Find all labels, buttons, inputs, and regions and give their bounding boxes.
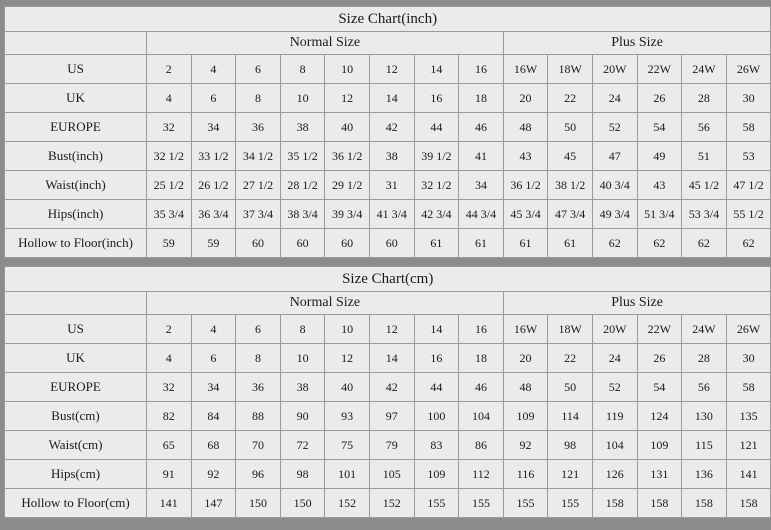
table-row: [5, 431, 771, 460]
table-cell: 92: [191, 460, 236, 489]
table-cell: 36 1/2: [503, 171, 548, 200]
table-cell: 38 3/4: [280, 200, 325, 229]
table-cell: 42: [369, 113, 414, 142]
table-cell: 36: [236, 113, 281, 142]
table-cell: 22W: [637, 55, 682, 84]
row-label: UK: [5, 84, 147, 113]
table-cell: 32: [147, 113, 192, 142]
table-cell: 40 3/4: [592, 171, 637, 200]
table-cell: 93: [325, 402, 370, 431]
table-cell: 36: [236, 373, 281, 402]
table-cell: 68: [191, 431, 236, 460]
table-cell: 16: [459, 315, 504, 344]
table-cell: 141: [726, 460, 771, 489]
table-cell: 14: [414, 55, 459, 84]
table-cell: 4: [147, 84, 192, 113]
table-cell: 92: [503, 431, 548, 460]
row-label: Bust(inch): [5, 142, 147, 171]
table-cell: 155: [414, 489, 459, 518]
table-cell: 124: [637, 402, 682, 431]
table-cell: 10: [325, 315, 370, 344]
table-cell: 150: [236, 489, 281, 518]
table-cell: 14: [414, 315, 459, 344]
table-cell: 72: [280, 431, 325, 460]
table-row: [5, 315, 771, 344]
table-cell: 158: [726, 489, 771, 518]
table-cell: 36 3/4: [191, 200, 236, 229]
table-row: [5, 113, 771, 142]
table-cell: 54: [637, 113, 682, 142]
table-cell: 18W: [548, 55, 593, 84]
table-cell: 62: [592, 229, 637, 258]
table-cell: 131: [637, 460, 682, 489]
table-cell: 38 1/2: [548, 171, 593, 200]
table-cell: 101: [325, 460, 370, 489]
table-cell: 31: [369, 171, 414, 200]
table-cell: 96: [236, 460, 281, 489]
group-header-row: [5, 292, 771, 315]
table-row: [5, 344, 771, 373]
table-cell: 10: [325, 55, 370, 84]
table-cell: 2: [147, 315, 192, 344]
table-cell: 50: [548, 373, 593, 402]
table-cell: 109: [414, 460, 459, 489]
table-cell: 56: [682, 113, 727, 142]
table-cell: 12: [325, 344, 370, 373]
table-cell: 16W: [503, 55, 548, 84]
table-cell: 86: [459, 431, 504, 460]
table-cell: 54: [637, 373, 682, 402]
table-cell: 28 1/2: [280, 171, 325, 200]
table-cell: 18W: [548, 315, 593, 344]
table-cell: 42: [369, 373, 414, 402]
row-label: EUROPE: [5, 113, 147, 142]
table-body: [5, 267, 771, 518]
table-cell: 16: [459, 55, 504, 84]
table-cell: 62: [726, 229, 771, 258]
chart-title: Size Chart(inch): [5, 7, 771, 32]
table-row: [5, 171, 771, 200]
table-cell: 38: [280, 113, 325, 142]
table-cell: 130: [682, 402, 727, 431]
table-cell: 109: [637, 431, 682, 460]
table-cell: 16W: [503, 315, 548, 344]
table-cell: 60: [325, 229, 370, 258]
table-cell: 49 3/4: [592, 200, 637, 229]
table-cell: 119: [592, 402, 637, 431]
table-cell: 59: [191, 229, 236, 258]
table-cell: 56: [682, 373, 727, 402]
row-label: Hips(inch): [5, 200, 147, 229]
row-label: US: [5, 315, 147, 344]
table-cell: 4: [191, 55, 236, 84]
table-cell: 10: [280, 344, 325, 373]
table-cell: 70: [236, 431, 281, 460]
table-cell: 49: [637, 142, 682, 171]
table-cell: 60: [369, 229, 414, 258]
table-cell: 158: [682, 489, 727, 518]
table-cell: 22: [548, 84, 593, 113]
table-cell: 52: [592, 113, 637, 142]
corner-cell: [5, 292, 147, 315]
table-cell: 90: [280, 402, 325, 431]
table-cell: 26: [637, 84, 682, 113]
table-cell: 105: [369, 460, 414, 489]
table-cell: 44 3/4: [459, 200, 504, 229]
table-cell: 83: [414, 431, 459, 460]
table-cell: 42 3/4: [414, 200, 459, 229]
table-cell: 114: [548, 402, 593, 431]
title-row: [5, 7, 771, 32]
table-cell: 39 1/2: [414, 142, 459, 171]
table-cell: 12: [369, 55, 414, 84]
table-cell: 45 3/4: [503, 200, 548, 229]
table-cell: 14: [369, 84, 414, 113]
table-cell: 2: [147, 55, 192, 84]
table-cell: 60: [236, 229, 281, 258]
table-cell: 26 1/2: [191, 171, 236, 200]
table-cell: 10: [280, 84, 325, 113]
table-cell: 58: [726, 113, 771, 142]
table-row: [5, 229, 771, 258]
table-row: [5, 489, 771, 518]
table-cell: 135: [726, 402, 771, 431]
table-row: [5, 402, 771, 431]
group-header-row: [5, 32, 771, 55]
table-cell: 158: [592, 489, 637, 518]
table-cell: 8: [280, 315, 325, 344]
table-cell: 34: [191, 373, 236, 402]
table-row: [5, 460, 771, 489]
table-cell: 24W: [682, 315, 727, 344]
table-cell: 100: [414, 402, 459, 431]
table-cell: 8: [236, 344, 281, 373]
table-cell: 30: [726, 84, 771, 113]
table-cell: 6: [236, 55, 281, 84]
table-cell: 58: [726, 373, 771, 402]
table-cell: 8: [280, 55, 325, 84]
table-row: [5, 200, 771, 229]
table-cell: 62: [682, 229, 727, 258]
table-cell: 53: [726, 142, 771, 171]
table-cell: 47 1/2: [726, 171, 771, 200]
table-cell: 121: [548, 460, 593, 489]
table-body: [5, 7, 771, 258]
table-cell: 45 1/2: [682, 171, 727, 200]
size-chart-inch-table: [4, 6, 771, 258]
table-cell: 50: [548, 113, 593, 142]
table-cell: 26W: [726, 315, 771, 344]
table-cell: 18: [459, 84, 504, 113]
table-cell: 6: [191, 84, 236, 113]
table-row: [5, 55, 771, 84]
table-cell: 12: [325, 84, 370, 113]
table-cell: 24: [592, 84, 637, 113]
table-cell: 48: [503, 373, 548, 402]
table-cell: 30: [726, 344, 771, 373]
table-cell: 109: [503, 402, 548, 431]
table-cell: 20W: [592, 55, 637, 84]
row-label: UK: [5, 344, 147, 373]
table-cell: 29 1/2: [325, 171, 370, 200]
table-cell: 84: [191, 402, 236, 431]
table-cell: 24: [592, 344, 637, 373]
table-cell: 32: [147, 373, 192, 402]
table-cell: 112: [459, 460, 504, 489]
group-header: Plus Size: [503, 292, 771, 315]
row-label: Hollow to Floor(cm): [5, 489, 147, 518]
corner-cell: [5, 32, 147, 55]
table-cell: 4: [191, 315, 236, 344]
table-cell: 150: [280, 489, 325, 518]
table-cell: 97: [369, 402, 414, 431]
row-label: Waist(inch): [5, 171, 147, 200]
table-cell: 35 1/2: [280, 142, 325, 171]
table-cell: 55 1/2: [726, 200, 771, 229]
table-cell: 38: [280, 373, 325, 402]
table-cell: 61: [503, 229, 548, 258]
table-cell: 12: [369, 315, 414, 344]
table-cell: 18: [459, 344, 504, 373]
table-cell: 16: [414, 344, 459, 373]
table-cell: 52: [592, 373, 637, 402]
size-chart-cm-table: [4, 266, 771, 518]
table-cell: 20: [503, 84, 548, 113]
table-cell: 152: [325, 489, 370, 518]
table-cell: 60: [280, 229, 325, 258]
table-cell: 37 3/4: [236, 200, 281, 229]
row-label: Waist(cm): [5, 431, 147, 460]
table-cell: 61: [548, 229, 593, 258]
table-cell: 82: [147, 402, 192, 431]
table-cell: 40: [325, 113, 370, 142]
table-cell: 53 3/4: [682, 200, 727, 229]
table-cell: 65: [147, 431, 192, 460]
table-cell: 59: [147, 229, 192, 258]
table-cell: 43: [503, 142, 548, 171]
table-cell: 20: [503, 344, 548, 373]
table-cell: 116: [503, 460, 548, 489]
table-cell: 45: [548, 142, 593, 171]
table-cell: 158: [637, 489, 682, 518]
row-label: EUROPE: [5, 373, 147, 402]
table-cell: 121: [726, 431, 771, 460]
table-cell: 24W: [682, 55, 727, 84]
table-cell: 51: [682, 142, 727, 171]
table-cell: 61: [459, 229, 504, 258]
table-cell: 26W: [726, 55, 771, 84]
table-cell: 6: [236, 315, 281, 344]
chart-title: Size Chart(cm): [5, 267, 771, 292]
table-cell: 34: [191, 113, 236, 142]
table-cell: 104: [459, 402, 504, 431]
table-cell: 147: [191, 489, 236, 518]
table-cell: 20W: [592, 315, 637, 344]
table-cell: 22: [548, 344, 593, 373]
table-cell: 62: [637, 229, 682, 258]
table-cell: 32 1/2: [147, 142, 192, 171]
table-cell: 33 1/2: [191, 142, 236, 171]
table-cell: 32 1/2: [414, 171, 459, 200]
table-cell: 46: [459, 113, 504, 142]
table-row: [5, 142, 771, 171]
table-cell: 38: [369, 142, 414, 171]
table-cell: 41: [459, 142, 504, 171]
group-header: Plus Size: [503, 32, 771, 55]
table-cell: 26: [637, 344, 682, 373]
table-cell: 35 3/4: [147, 200, 192, 229]
table-cell: 75: [325, 431, 370, 460]
table-cell: 61: [414, 229, 459, 258]
table-cell: 136: [682, 460, 727, 489]
table-cell: 36 1/2: [325, 142, 370, 171]
table-cell: 47 3/4: [548, 200, 593, 229]
table-cell: 152: [369, 489, 414, 518]
table-row: [5, 84, 771, 113]
group-header: Normal Size: [147, 292, 504, 315]
table-cell: 88: [236, 402, 281, 431]
table-cell: 16: [414, 84, 459, 113]
table-cell: 28: [682, 344, 727, 373]
table-cell: 44: [414, 113, 459, 142]
row-label: US: [5, 55, 147, 84]
table-cell: 126: [592, 460, 637, 489]
table-cell: 104: [592, 431, 637, 460]
row-label: Bust(cm): [5, 402, 147, 431]
table-cell: 98: [280, 460, 325, 489]
table-cell: 34 1/2: [236, 142, 281, 171]
table-cell: 14: [369, 344, 414, 373]
table-row: [5, 373, 771, 402]
table-cell: 43: [637, 171, 682, 200]
table-cell: 8: [236, 84, 281, 113]
table-cell: 6: [191, 344, 236, 373]
table-cell: 25 1/2: [147, 171, 192, 200]
table-cell: 141: [147, 489, 192, 518]
table-cell: 34: [459, 171, 504, 200]
table-cell: 40: [325, 373, 370, 402]
table-cell: 27 1/2: [236, 171, 281, 200]
table-cell: 41 3/4: [369, 200, 414, 229]
table-cell: 39 3/4: [325, 200, 370, 229]
table-cell: 22W: [637, 315, 682, 344]
table-cell: 47: [592, 142, 637, 171]
row-label: Hips(cm): [5, 460, 147, 489]
table-cell: 98: [548, 431, 593, 460]
table-cell: 115: [682, 431, 727, 460]
table-cell: 44: [414, 373, 459, 402]
table-cell: 155: [459, 489, 504, 518]
table-cell: 155: [503, 489, 548, 518]
row-label: Hollow to Floor(inch): [5, 229, 147, 258]
table-cell: 155: [548, 489, 593, 518]
table-cell: 79: [369, 431, 414, 460]
title-row: [5, 267, 771, 292]
table-cell: 51 3/4: [637, 200, 682, 229]
table-cell: 46: [459, 373, 504, 402]
table-cell: 28: [682, 84, 727, 113]
table-cell: 91: [147, 460, 192, 489]
table-cell: 4: [147, 344, 192, 373]
group-header: Normal Size: [147, 32, 504, 55]
table-cell: 48: [503, 113, 548, 142]
